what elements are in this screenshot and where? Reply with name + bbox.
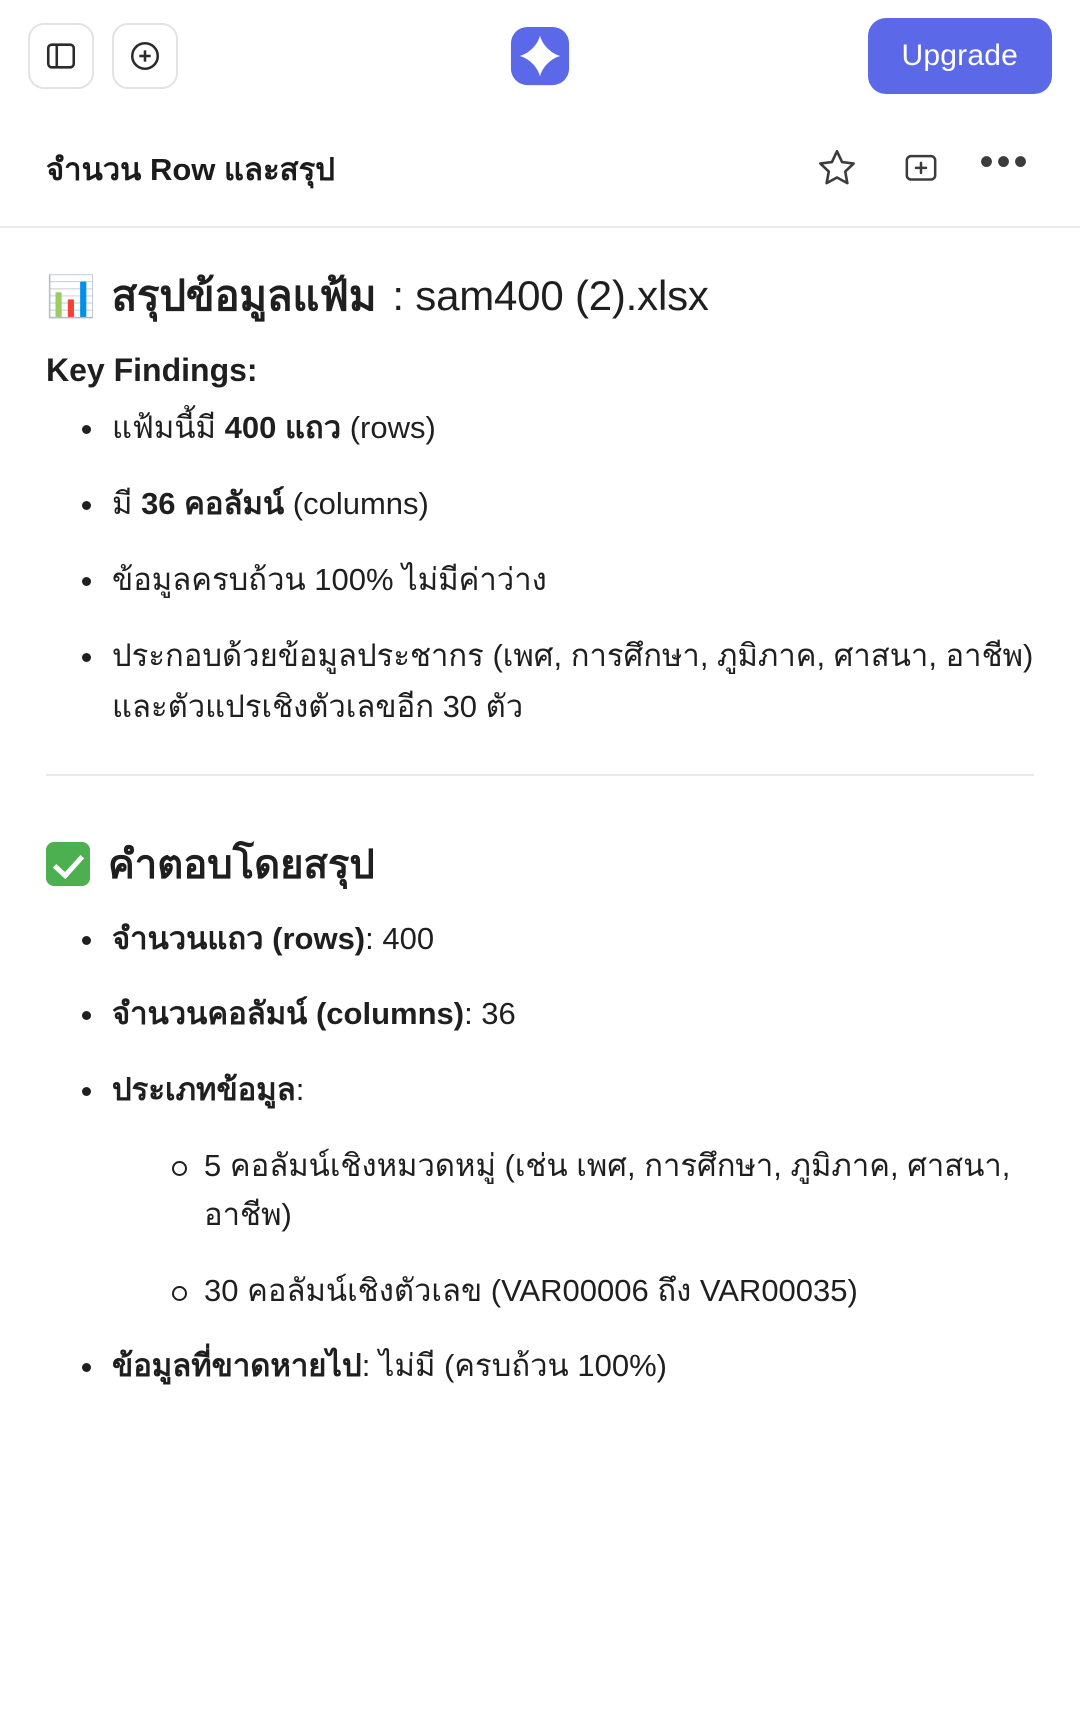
list-item: 5 คอลัมน์เชิงหมวดหมู่ (เช่น เพศ, การศึกษา, ภูมิภาค, ศาสนา, อาชีพ) xyxy=(204,1141,1034,1240)
bar-chart-emoji-icon: 📊 xyxy=(46,275,96,319)
answer-item-bold: ประเภทข้อมูล xyxy=(112,1072,296,1108)
finding-post: (columns) xyxy=(284,486,429,522)
add-to-folder-button[interactable] xyxy=(898,146,944,192)
list-item xyxy=(112,1065,1034,1315)
finding-text: ประกอบด้วยข้อมูลประชากร (เพศ, การศึกษา, ภูมิภาค, ศาสนา, อาชีพ) และตัวแปรเชิงตัวเลขอีก 30 ตัว xyxy=(112,638,1034,724)
key-findings-list xyxy=(46,403,1034,732)
finding-bold: 36 คอลัมน์ xyxy=(141,486,285,522)
answer-summary-heading-text: คำตอบโดยสรุป xyxy=(108,842,375,887)
title-actions xyxy=(814,140,1036,192)
key-findings-label: Key Findings: xyxy=(46,351,258,388)
new-chat-button[interactable] xyxy=(112,23,178,89)
section-divider xyxy=(46,774,1034,776)
answer-item-bold: จำนวนคอลัมน์ (columns) xyxy=(112,996,465,1032)
gemini-sparkle-logo xyxy=(507,23,573,89)
list-item xyxy=(112,479,1034,529)
more-options-icon: ••• xyxy=(979,140,1031,184)
check-mark-icon xyxy=(46,842,90,886)
finding-post: (rows) xyxy=(341,409,436,445)
upgrade-button[interactable]: Upgrade xyxy=(868,18,1052,94)
answer-item-value: : xyxy=(295,1072,305,1108)
file-summary-heading xyxy=(46,270,1034,322)
more-options-button[interactable] xyxy=(979,140,1031,192)
message-content xyxy=(0,228,1080,1391)
finding-text: แฟ้มนี้มี xyxy=(112,409,225,445)
finding-bold: 400 แถว xyxy=(224,409,342,445)
list-item xyxy=(112,555,1034,605)
conversation-title-bar xyxy=(0,112,1080,228)
list-item: 30 คอลัมน์เชิงตัวเลข (VAR00006 ถึง VAR00035) xyxy=(204,1266,1034,1316)
top-bar xyxy=(0,0,1080,112)
file-summary-heading-bold: สรุปข้อมูลแฟ้ม xyxy=(111,272,377,319)
answer-item-value: : ไม่มี (ครบถ้วน 100%) xyxy=(361,1348,667,1384)
list-item xyxy=(112,631,1034,731)
answer-summary-heading xyxy=(46,832,1034,896)
file-summary-heading-rest: : sam400 (2).xlsx xyxy=(392,272,709,319)
answer-summary-list xyxy=(46,914,1034,1391)
answer-item-bold: ข้อมูลที่ขาดหายไป xyxy=(112,1348,362,1384)
answer-sub-list xyxy=(112,1141,1034,1316)
page-title: จำนวน Row และสรุป xyxy=(46,152,335,187)
finding-text: มี xyxy=(112,486,142,522)
list-item xyxy=(112,1341,1034,1391)
finding-text: ข้อมูลครบถ้วน 100% ไม่มีค่าว่าง xyxy=(112,562,547,598)
list-item xyxy=(112,989,1034,1039)
answer-item-bold: จำนวนแถว (rows) xyxy=(112,920,366,956)
answer-item-value: : 36 xyxy=(464,996,516,1032)
sidebar-toggle-button[interactable] xyxy=(28,23,94,89)
star-button[interactable] xyxy=(814,146,860,192)
list-item xyxy=(112,403,1034,453)
list-item xyxy=(112,914,1034,964)
star-icon xyxy=(816,146,858,193)
folder-plus-icon xyxy=(901,147,941,192)
answer-item-value: : 400 xyxy=(365,920,435,956)
plus-circle-icon xyxy=(128,39,162,73)
sidebar-panel-icon xyxy=(44,39,78,73)
